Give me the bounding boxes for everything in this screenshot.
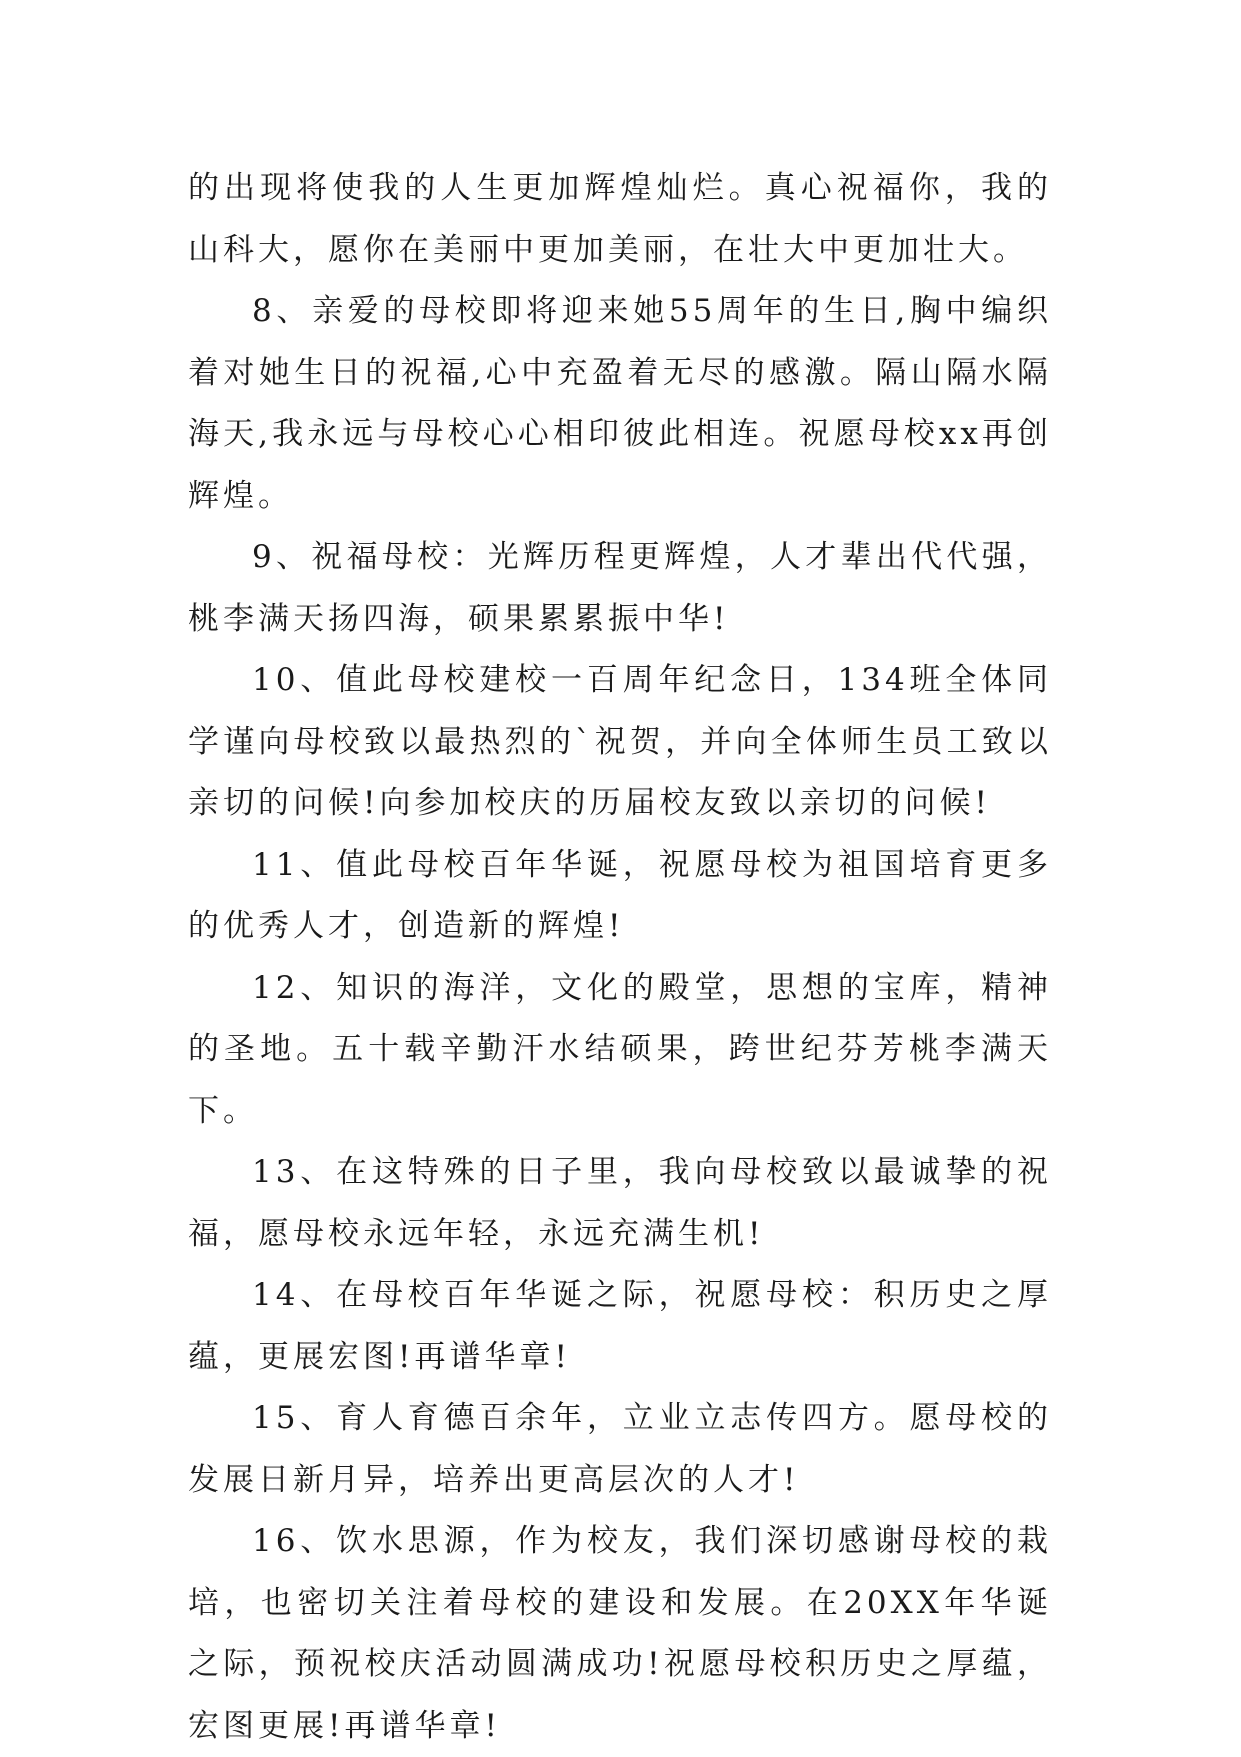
document-body — [188, 158, 1052, 1757]
paragraph-11: 11、值此母校百年华诞，祝愿母校为祖国培育更多的优秀人才，创造新的辉煌! — [188, 846, 1052, 944]
paragraph-12: 12、知识的海洋，文化的殿堂，思想的宝库，精神的圣地。五十载辛勤汗水结硕果，跨世纪芬芳桃李满天下。 — [188, 969, 1052, 1129]
paragraph-16: 16、饮水思源，作为校友，我们深切感谢母校的栽培，也密切关注着母校的建设和发展。在20XX年华诞之际，预祝校庆活动圆满成功!祝愿母校积历史之厚蕴，宏图更展!再谱华章! — [188, 1523, 1052, 1744]
paragraph-10: 10、值此母校建校一百周年纪念日，134班全体同学谨向母校致以最热烈的`祝贺，并向全体师生员工致以亲切的问候!向参加校庆的历届校友致以亲切的问候! — [188, 662, 1052, 821]
paragraph-9: 9、祝福母校：光辉历程更辉煌，人才辈出代代强，桃李满天扬四海，硕果累累振中华! — [188, 539, 1052, 637]
paragraph-intro: 的出现将使我的人生更加辉煌灿烂。真心祝福你，我的山科大，愿你在美丽中更加美丽，在壮大中更加壮大。 — [188, 170, 1052, 268]
paragraph-13: 13、在这特殊的日子里，我向母校致以最诚挚的祝福，愿母校永远年轻，永远充满生机! — [188, 1154, 1052, 1252]
paragraph-14: 14、在母校百年华诞之际，祝愿母校：积历史之厚蕴，更展宏图!再谱华章! — [188, 1277, 1052, 1375]
paragraph-8: 8、亲爱的母校即将迎来她55周年的生日,胸中编织着对她生日的祝福,心中充盈着无尽的感激。隔山隔水隔海天,我永远与母校心心相印彼此相连。祝愿母校xx再创辉煌。 — [188, 293, 1052, 514]
paragraph-15: 15、育人育德百余年，立业立志传四方。愿母校的发展日新月异，培养出更高层次的人才! — [188, 1400, 1052, 1498]
